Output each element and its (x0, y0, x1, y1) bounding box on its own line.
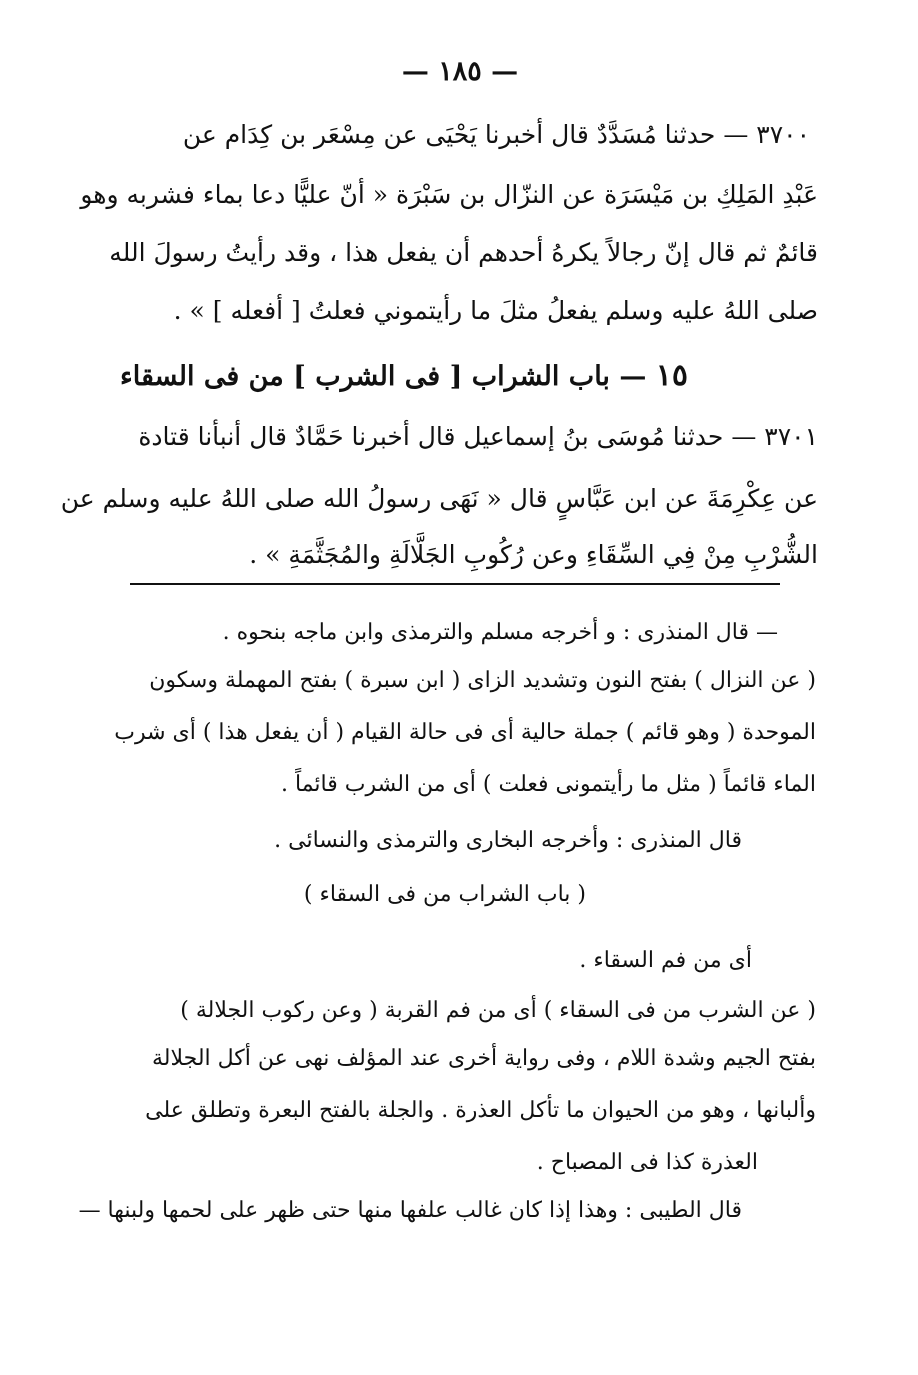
commentary-line-9: بفتح الجيم وشدة اللام ، وفى رواية أخرى عند المؤلف نهى عن أكل الجلالة (152, 1046, 816, 1071)
page-number: — ١٨٥ — (401, 56, 519, 87)
hadith-3700-line-3: قائمٌ ثم قال إنّ رجالاً يكرهُ أحدهم أن يفعل هذا ، وقد رأيتُ رسولَ الله (109, 238, 818, 267)
commentary-line-8: ( عن الشرب من فى السقاء ) أى من فم القربة ( وعن ركوب الجلالة ) (180, 998, 816, 1023)
hadith-3701-line-3: الشُّرْبِ مِنْ فِي السِّقَاءِ وعن رُكُوبِ الجَلَّالَةِ والمُجَثَّمَةِ » . (249, 540, 818, 569)
commentary-line-5: قال المنذرى : وأخرجه البخارى والترمذى والنسائى . (274, 828, 742, 853)
commentary-line-6: ( باب الشراب من فى السقاء ) (303, 882, 586, 907)
commentary-line-7: أى من فم السقاء . (579, 948, 752, 973)
footnote-divider (130, 583, 780, 585)
commentary-line-4: الماء قائماً ( مثل ما رأيتمونى فعلت ) أى من الشرب قائماً . (281, 772, 816, 797)
hadith-3701-line-1: ٣٧٠١ — حدثنا مُوسَى بنُ إسماعيل قال أخبرنا حَمَّادٌ قال أنبأنا قتادة (138, 422, 818, 451)
commentary-line-1: — قال المنذرى : و أخرجه مسلم والترمذى وابن ماجه بنحوه . (222, 620, 778, 645)
hadith-3700-line-1: ٣٧٠٠ — حدثنا مُسَدَّدٌ قال أخبرنا يَحْيَى عن مِسْعَر بن كِدَام عن (182, 120, 810, 149)
chapter-title: — باب الشراب [ فى الشرب ] من فى السقاء (120, 361, 647, 392)
commentary-line-2: ( عن النزال ) بفتح النون وتشديد الزاى ( ابن سبرة ) بفتح المهملة وسكون (149, 668, 816, 693)
hadith-3701-line-2: عن عِكْرِمَةَ عن ابن عَبَّاسٍ قال « نَهَى رسولُ الله صلى اللهُ عليه وسلم عن (60, 484, 818, 513)
commentary-line-12: قال الطيبى : وهذا إذا كان غالب علفها منها حتى ظهر على لحمها ولبنها — (78, 1198, 742, 1223)
commentary-line-11: العذرة كذا فى المصباح . (536, 1150, 758, 1175)
commentary-line-3: الموحدة ( وهو قائم ) جملة حالية أى فى حالة القيام ( أن يفعل هذا ) أى شرب (114, 720, 816, 745)
hadith-3700-line-4: صلى اللهُ عليه وسلم يفعلُ مثلَ ما رأيتموني فعلتُ [ أفعله ] » . (173, 296, 818, 325)
chapter-number: ١٥ (655, 358, 688, 393)
hadith-3700-line-2: عَبْدِ المَلِكِ بن مَيْسَرَة عن النزّال بن سَبْرَة « أنّ عليًّا دعا بماء فشربه وهو (80, 180, 818, 209)
commentary-line-10: وألبانها ، وهو من الحيوان ما تأكل العذرة . والجلة بالفتح البعرة وتطلق على (145, 1098, 816, 1123)
chapter-heading (120, 358, 688, 393)
